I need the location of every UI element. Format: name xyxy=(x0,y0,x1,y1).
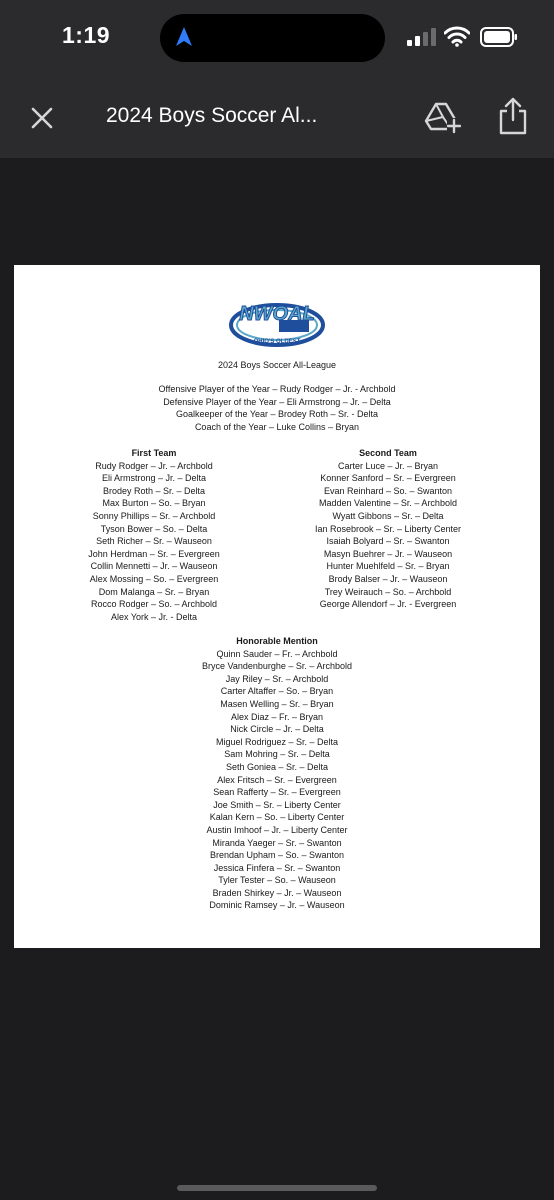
list-item: Masyn Buehrer – Jr. – Wauseon xyxy=(323,548,453,559)
list-item: Joe Smith – Sr. – Liberty Center xyxy=(213,799,341,810)
second-team-column xyxy=(298,447,478,611)
svg-text:OHIO'S OLDEST: OHIO'S OLDEST xyxy=(253,339,301,345)
location-arrow-icon xyxy=(172,25,196,49)
status-bar xyxy=(0,0,554,76)
list-item: George Allendorf – Jr. - Evergreen xyxy=(319,599,457,610)
list-item: Brodey Roth – Sr. – Delta xyxy=(102,485,206,496)
list-item: Seth Goniea – Sr. – Delta xyxy=(225,761,329,772)
honorable-mention-heading: Honorable Mention xyxy=(236,636,318,646)
wifi-icon xyxy=(444,25,470,47)
list-item: Bryce Vandenburghe – Sr. – Archbold xyxy=(202,661,352,672)
award-goalkeeper: Goalkeeper of the Year – Brodey Roth – Sr. - Delta xyxy=(175,409,379,420)
list-item: Nick Circle – Jr. – Delta xyxy=(230,724,324,735)
list-item: Seth Richer – Sr. – Wauseon xyxy=(96,536,212,547)
list-item: Miguel Rodriguez – Sr. – Delta xyxy=(215,736,339,747)
list-item: Austin Imhoof – Jr. – Liberty Center xyxy=(206,824,348,835)
list-item: Miranda Yaeger – Sr. – Swanton xyxy=(212,837,342,848)
share-icon[interactable] xyxy=(496,96,530,136)
list-item: Sean Rafferty – Sr. – Evergreen xyxy=(213,787,341,798)
list-item: Ian Rosebrook – Sr. – Liberty Center xyxy=(314,523,462,534)
document-title: 2024 Boys Soccer Al... xyxy=(106,104,318,127)
list-item: Jay Riley – Sr. – Archbold xyxy=(225,673,329,684)
list-item: Alex Fritsch – Sr. – Evergreen xyxy=(217,774,337,785)
list-item: Dominic Ramsey – Jr. – Wauseon xyxy=(209,900,345,911)
list-item: John Herdman – Sr. – Evergreen xyxy=(88,548,220,559)
list-item: Alex Mossing – So. – Evergreen xyxy=(89,573,219,584)
list-item: Evan Reinhard – So. – Swanton xyxy=(323,485,453,496)
list-item: Max Burton – So. – Bryan xyxy=(102,498,206,509)
honorable-mention-column xyxy=(167,635,387,912)
list-item: Konner Sanford – Sr. – Evergreen xyxy=(320,473,456,484)
list-item: Jessica Finfera – Sr. – Swanton xyxy=(213,862,341,873)
viewer-toolbar xyxy=(0,76,554,158)
list-item: Hunter Muehlfeld – Sr. – Bryan xyxy=(326,561,450,572)
list-item: Brendan Upham – So. – Swanton xyxy=(209,850,345,861)
status-time: 1:19 xyxy=(62,22,111,48)
list-item: Collin Mennetti – Jr. – Wauseon xyxy=(90,561,218,572)
list-item: Wyatt Gibbons – Sr. – Delta xyxy=(332,510,444,521)
list-item: Masen Welling – Sr. – Bryan xyxy=(220,698,334,709)
home-indicator[interactable] xyxy=(177,1185,377,1191)
awards-list xyxy=(14,383,540,433)
list-item: Sam Mohring – Sr. – Delta xyxy=(224,749,330,760)
battery-icon xyxy=(480,27,518,47)
list-item: Quinn Sauder – Fr. – Archbold xyxy=(216,648,338,659)
nwoal-logo xyxy=(227,293,327,349)
list-item: Dom Malanga – Sr. – Bryan xyxy=(98,586,210,597)
list-item: Tyler Tester – So. – Wauseon xyxy=(218,875,336,886)
list-item: Alex Diaz – Fr. – Bryan xyxy=(230,711,324,722)
svg-text:NWOAL: NWOAL xyxy=(239,303,315,325)
list-item: Trey Weirauch – So. – Archbold xyxy=(324,586,452,597)
list-item: Alex York – Jr. - Delta xyxy=(110,611,198,622)
document-page xyxy=(14,265,540,948)
add-to-drive-icon[interactable] xyxy=(423,98,461,136)
list-item: Tyson Bower – So. – Delta xyxy=(100,523,208,534)
award-offensive: Offensive Player of the Year – Rudy Rodger – Jr. - Archbold xyxy=(158,384,396,394)
list-item: Madden Valentine – Sr. – Archbold xyxy=(319,498,457,509)
second-team-heading: Second Team xyxy=(359,448,417,458)
document-heading: 2024 Boys Soccer All-League xyxy=(217,360,337,370)
close-icon[interactable] xyxy=(26,102,58,134)
list-item: Rocco Rodger – So. – Archbold xyxy=(90,599,218,610)
list-item: Kalan Kern – So. – Liberty Center xyxy=(209,812,345,823)
cellular-signal-icon xyxy=(407,28,437,46)
list-item: Sonny Phillips – Sr. – Archbold xyxy=(92,510,216,521)
first-team-column xyxy=(74,447,234,623)
award-defensive: Defensive Player of the Year – Eli Armstrong – Jr. – Delta xyxy=(163,396,391,407)
list-item: Eli Armstrong – Jr. – Delta xyxy=(101,473,207,484)
list-item: Brody Balser – Jr. – Wauseon xyxy=(328,573,448,584)
list-item: Carter Luce – Jr. – Bryan xyxy=(337,460,439,471)
list-item: Rudy Rodger – Jr. – Archbold xyxy=(95,460,213,471)
award-coach: Coach of the Year – Luke Collins – Bryan xyxy=(194,421,360,432)
list-item: Isaiah Bolyard – Sr. – Swanton xyxy=(326,536,450,547)
first-team-heading: First Team xyxy=(131,448,177,458)
list-item: Braden Shirkey – Jr. – Wauseon xyxy=(212,887,342,898)
list-item: Carter Altaffer – So. – Bryan xyxy=(220,686,334,697)
